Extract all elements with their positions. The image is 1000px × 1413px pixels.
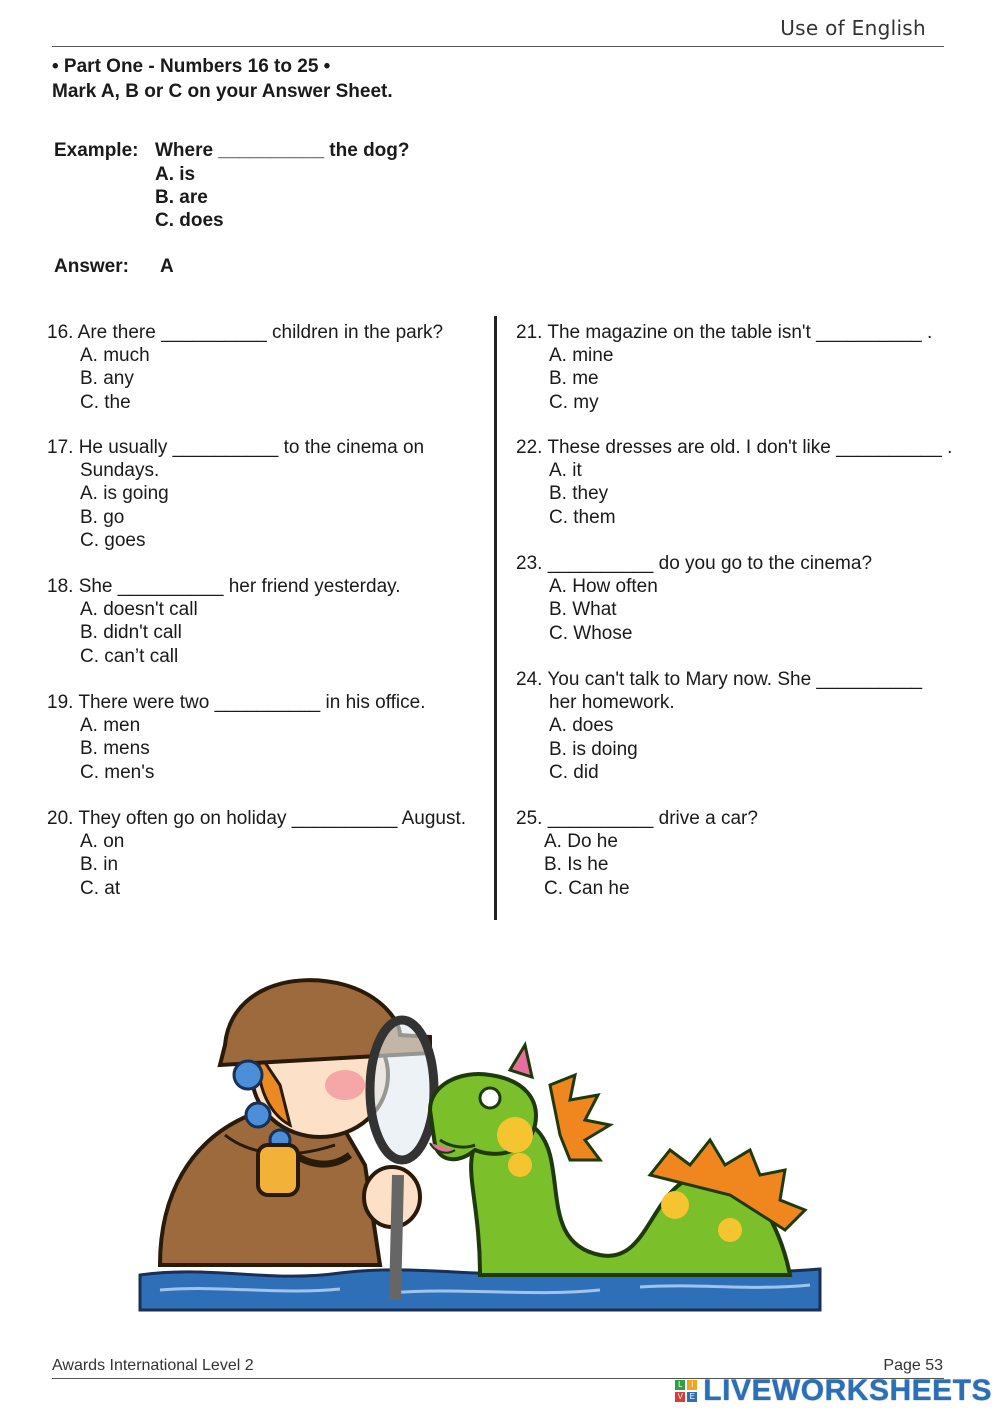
question-text: 17. He usually __________ to the cinema on bbox=[47, 437, 425, 458]
column-divider bbox=[494, 316, 497, 920]
badge-square: I bbox=[687, 1380, 697, 1390]
question-text: 24. You can't talk to Mary now. She __________ bbox=[516, 669, 923, 690]
monster-eye bbox=[480, 1088, 500, 1108]
question-23 bbox=[516, 552, 872, 645]
answer-label: Answer: bbox=[54, 256, 129, 277]
option-a[interactable]: A. How often bbox=[549, 576, 658, 598]
example-option: B. are bbox=[155, 187, 208, 209]
option-c[interactable]: C. Whose bbox=[549, 622, 633, 644]
option-c[interactable]: C. did bbox=[549, 761, 599, 783]
question-text: 20. They often go on holiday __________ August. bbox=[47, 808, 467, 829]
cheek-shape bbox=[325, 1070, 365, 1100]
question-text: 22. These dresses are old. I don't like __________ . bbox=[516, 437, 953, 458]
question-17 bbox=[47, 436, 424, 552]
option-a[interactable]: A. on bbox=[80, 831, 125, 853]
option-a[interactable]: A. mine bbox=[549, 345, 614, 367]
option-a[interactable]: A. Do he bbox=[544, 831, 618, 853]
question-text: 19. There were two __________ in his office. bbox=[47, 692, 426, 713]
option-a[interactable]: A. men bbox=[80, 715, 141, 737]
logo-text: LIVEWORKSHEETS bbox=[703, 1374, 992, 1407]
option-b[interactable]: B. in bbox=[80, 854, 119, 876]
option-b[interactable]: B. didn't call bbox=[80, 622, 182, 644]
logo-badge-icon bbox=[675, 1380, 697, 1402]
footer-left: Awards International Level 2 bbox=[52, 1357, 254, 1374]
option-a[interactable]: A. much bbox=[80, 345, 150, 367]
option-b[interactable]: B. go bbox=[80, 506, 125, 528]
instructions-line: Mark A, B or C on your Answer Sheet. bbox=[52, 81, 393, 102]
question-16 bbox=[47, 321, 443, 414]
question-text: 16. Are there __________ children in the park? bbox=[47, 322, 444, 343]
magnifying-glass-icon bbox=[370, 1020, 434, 1160]
monster-spot bbox=[718, 1218, 742, 1242]
example-option: A. is bbox=[155, 164, 196, 185]
monster-spikes bbox=[550, 1075, 610, 1160]
monster-spot bbox=[508, 1153, 532, 1177]
badge-square: E bbox=[687, 1392, 697, 1402]
question-19 bbox=[47, 691, 426, 784]
badge-square: L bbox=[675, 1380, 685, 1390]
option-b[interactable]: B. mens bbox=[80, 738, 150, 760]
option-c[interactable]: C. Can he bbox=[544, 877, 630, 899]
example-question: Where __________ the dog? bbox=[155, 140, 410, 161]
detective-sea-monster-illustration bbox=[130, 965, 830, 1335]
question-text-continued: Sundays. bbox=[80, 460, 160, 482]
question-24 bbox=[516, 668, 922, 784]
option-a[interactable]: A. doesn't call bbox=[80, 599, 198, 621]
option-b[interactable]: B. me bbox=[549, 368, 599, 390]
option-c[interactable]: C. men's bbox=[80, 761, 155, 783]
pipe-bowl bbox=[258, 1145, 298, 1195]
magnifier-handle bbox=[395, 1175, 398, 1300]
example-option: C. does bbox=[155, 210, 224, 232]
answer-value: A bbox=[160, 256, 174, 277]
option-a[interactable]: A. does bbox=[549, 715, 614, 737]
badge-square: V bbox=[675, 1392, 685, 1402]
option-b[interactable]: B. they bbox=[549, 483, 609, 505]
option-c[interactable]: C. my bbox=[549, 391, 599, 413]
question-text: 23. __________ do you go to the cinema? bbox=[516, 553, 873, 574]
option-a[interactable]: A. it bbox=[549, 460, 582, 482]
button-icon bbox=[246, 1103, 270, 1127]
question-22 bbox=[516, 436, 952, 529]
question-25 bbox=[516, 807, 758, 900]
example-options bbox=[155, 163, 224, 233]
header-rule bbox=[52, 46, 944, 47]
option-c[interactable]: C. goes bbox=[80, 529, 146, 551]
question-text: 25. __________ drive a car? bbox=[516, 808, 758, 829]
monster-spot bbox=[497, 1117, 533, 1153]
button-icon bbox=[234, 1061, 262, 1089]
section-label: Use of English bbox=[780, 16, 926, 40]
example-label: Example: bbox=[54, 140, 139, 161]
footer-page-number: Page 53 bbox=[883, 1357, 943, 1374]
question-text: 21. The magazine on the table isn't __________ . bbox=[516, 322, 933, 343]
monster-ear bbox=[510, 1045, 532, 1077]
question-21 bbox=[516, 321, 932, 414]
option-b[interactable]: B. Is he bbox=[544, 854, 609, 876]
part-title: • Part One - Numbers 16 to 25 • bbox=[52, 56, 331, 77]
option-c[interactable]: C. the bbox=[80, 391, 131, 413]
monster-spot bbox=[661, 1191, 689, 1219]
question-20 bbox=[47, 807, 466, 900]
question-text-continued: her homework. bbox=[549, 692, 675, 714]
option-b[interactable]: B. What bbox=[549, 599, 617, 621]
option-c[interactable]: C. at bbox=[80, 877, 121, 899]
option-b[interactable]: B. any bbox=[80, 368, 134, 390]
option-b[interactable]: B. is doing bbox=[549, 738, 638, 760]
option-a[interactable]: A. is going bbox=[80, 483, 169, 505]
question-text: 18. She __________ her friend yesterday. bbox=[47, 576, 401, 597]
liveworksheets-logo[interactable] bbox=[675, 1374, 992, 1408]
option-c[interactable]: C. can’t call bbox=[80, 645, 179, 667]
question-18 bbox=[47, 575, 401, 668]
option-c[interactable]: C. them bbox=[549, 506, 616, 528]
